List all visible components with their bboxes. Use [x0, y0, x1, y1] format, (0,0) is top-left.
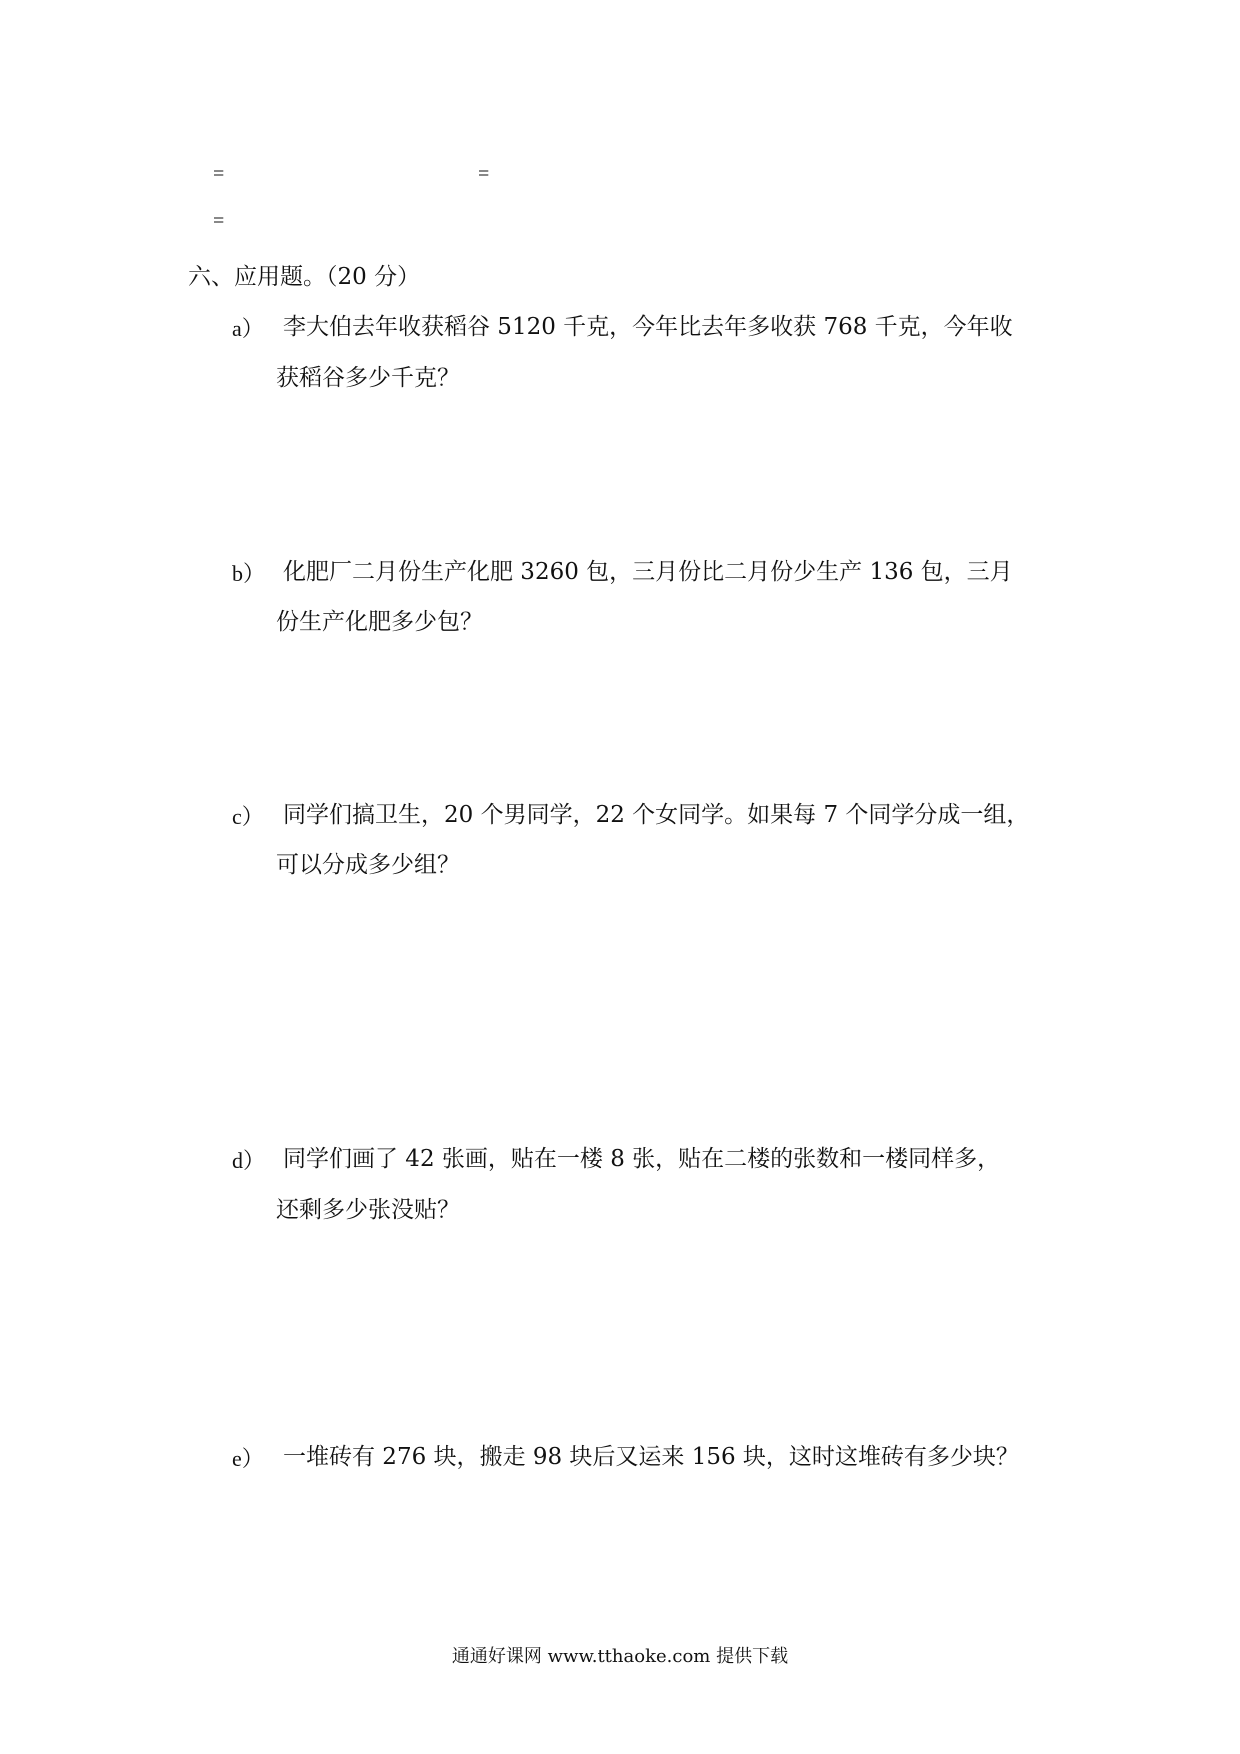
equals-sign: =: [478, 163, 490, 185]
question-text-line: 李大伯去年收获稻谷 5120 千克，今年比去年多收获 768 千克，今年收: [283, 314, 1013, 340]
question-text-line: 同学们搞卫生，20 个男同学，22 个女同学。如果每 7 个同学分成一组，: [283, 802, 1030, 828]
question-text-line: 可以分成多少组？: [276, 852, 460, 878]
equals-sign: =: [213, 163, 225, 185]
question-text-line: 份生产化肥多少包？: [276, 609, 483, 635]
question-label: e）: [232, 1446, 264, 1471]
question-text-line: 一堆砖有 276 块，搬走 98 块后又运来 156 块，这时这堆砖有多少块？: [283, 1444, 1019, 1470]
question-label: c）: [232, 804, 264, 829]
question-text-line: 化肥厂二月份生产化肥 3260 包，三月份比二月份少生产 136 包，三月: [283, 559, 1013, 585]
question-label: d）: [232, 1148, 266, 1173]
question-label: a）: [232, 316, 264, 341]
question-text-line: 还剩多少张没贴？: [276, 1197, 460, 1223]
section-title: 六、应用题。（20 分）: [188, 264, 421, 290]
question-text-line: 获稻谷多少千克？: [276, 365, 460, 391]
question-label: b）: [232, 561, 266, 586]
page-footer: 通通好课网 www.tthaoke.com 提供下载: [451, 1646, 789, 1667]
equals-sign: =: [213, 210, 225, 232]
question-text-line: 同学们画了 42 张画，贴在一楼 8 张，贴在二楼的张数和一楼同样多，: [283, 1146, 1001, 1172]
